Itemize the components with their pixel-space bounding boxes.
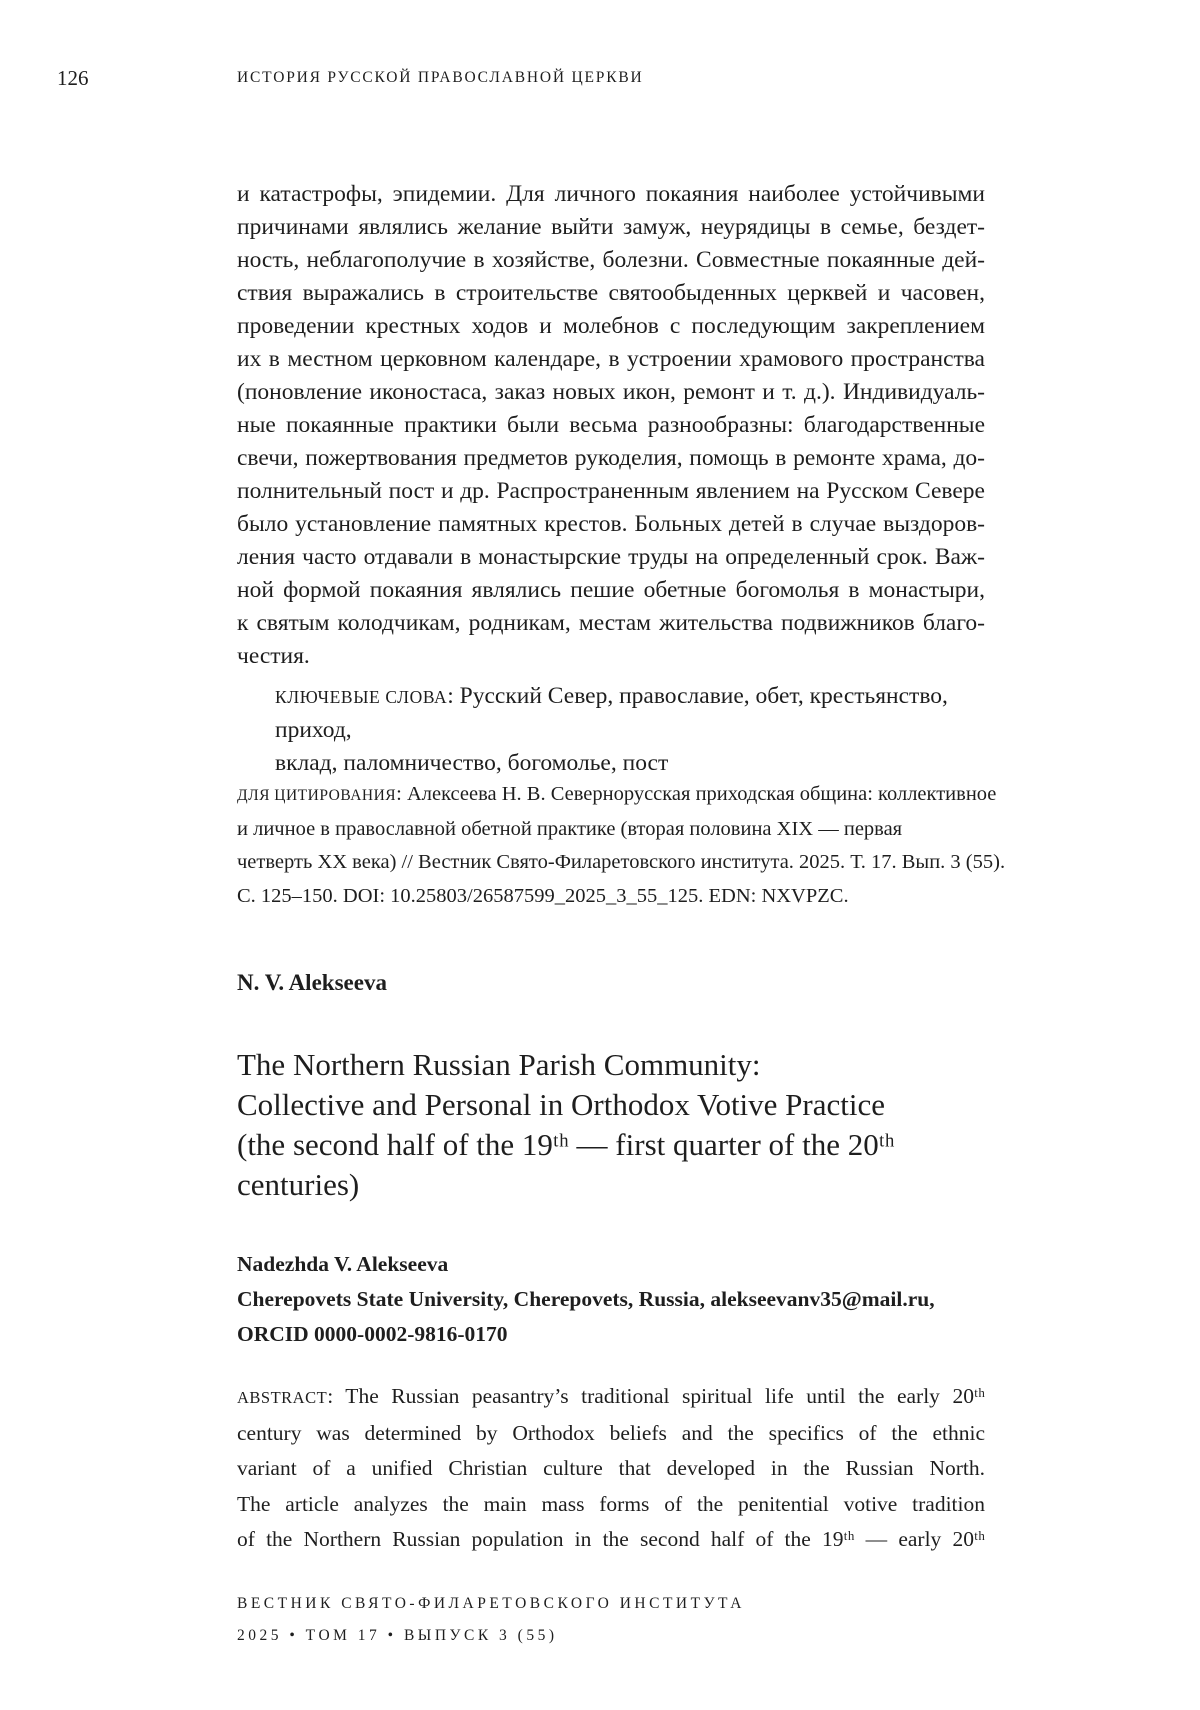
author-info-block (237, 1247, 997, 1352)
text-line: их в местном церковном календаре, в устроении храмового пространства (237, 346, 985, 372)
footer-issue-info: 2025 • ТОМ 17 • ВЫПУСК 3 (55) (237, 1627, 558, 1644)
keywords-line (275, 680, 985, 747)
page-number: 126 (57, 66, 89, 90)
running-head-title: ИСТОРИЯ РУССКОЙ ПРАВОСЛАВНОЙ ЦЕРКВИ (237, 69, 644, 86)
citation-label: ДЛЯ ЦИТИРОВАНИЯ (237, 787, 397, 804)
author-full-name: Nadezhda V. Alekseeva (237, 1252, 449, 1276)
journal-footer (237, 1588, 1137, 1652)
text-line: ные покаянные практики были весьма разнообразны: благодарственные (237, 412, 985, 438)
article-title-en (237, 1045, 997, 1205)
text-line: The Northern Russian Parish Community: (237, 1047, 761, 1082)
text-line: of the Northern Russian population in the second half of the 19ᵗʰ — early 20ᵗʰ (237, 1527, 985, 1551)
text-line: ной формой покаяния являлись пешие обетные богомолья в монастыри, (237, 577, 985, 603)
text-line: проведении крестных ходов и молебнов с последующим закреплением (237, 313, 985, 339)
text-line: свечи, пожертвования предметов рукоделия, помощь в ремонте храма, до- (237, 445, 985, 471)
abstract-text: : The Russian peasantry’s traditional spiritual life until the early 20ᵗʰ (327, 1384, 985, 1408)
citation-lines (237, 813, 1007, 914)
citation-text: : Алексеева Н. В. Севернорусская приходская община: коллективное (396, 783, 997, 805)
text-line: variant of a unified Christian culture that developed in the Russian North. (237, 1456, 985, 1480)
abstract-block (237, 1379, 985, 1558)
abstract-lines (237, 1416, 985, 1558)
author-affiliation: Cherepovets State University, Cherepovets, Russia, alekseevanv35@mail.ru, (237, 1287, 935, 1311)
citation-block (237, 778, 1007, 913)
text-line: ления часто отдавали в монастырские труды на определенный срок. Важ- (237, 544, 985, 570)
abstract-label: ABSTRACT (237, 1388, 328, 1407)
text-line: century was determined by Orthodox beliefs and the specifics of the ethnic (237, 1420, 985, 1445)
text-line: полнительный пост и др. Распространенным явлением на Русском Севере (237, 478, 985, 504)
text-line: The article analyzes the main mass forms of the penitential votive tradition (237, 1491, 985, 1516)
text-line: было установление памятных крестов. Больных детей в случае выздоров- (237, 511, 985, 537)
text-line: и катастрофы, эпидемии. Для личного покаяния наиболее устойчивыми (237, 181, 985, 207)
text-line: С. 125–150. DOI: 10.25803/26587599_2025_3_55_125. EDN: NXVPZC. (237, 884, 849, 907)
text-line: к святым колодчикам, родникам, местам жительства подвижников благо- (237, 610, 985, 636)
text-line: Collective and Personal in Orthodox Votive Practice (237, 1087, 886, 1122)
author-short-name: N. V. Alekseeva (237, 970, 387, 995)
text-line: ствия выражались в строительстве святообыденных церквей и часовен, (237, 280, 985, 306)
footer-journal-title: ВЕСТНИК СВЯТО-ФИЛАРЕТОВСКОГО ИНСТИТУТА (237, 1595, 745, 1612)
text-line: (the second half of the 19ᵗʰ — first quarter of the 20ᵗʰ (237, 1127, 895, 1162)
author-orcid: ORCID 0000-0002-9816-0170 (237, 1322, 508, 1346)
citation-line (237, 778, 1007, 813)
text-line: и личное в православной обетной практике (вторая половина XIX — первая (237, 817, 903, 840)
text-line: centuries) (237, 1167, 360, 1202)
text-line: честия. (237, 643, 310, 669)
text-line: четверть XX века) // Вестник Свято-Филаретовского института. 2025. Т. 17. Вып. 3 (55). (237, 851, 1006, 873)
keywords-label: КЛЮЧЕВЫЕ СЛОВА (275, 687, 448, 707)
text-line: ность, неблагополучие в хозяйстве, болезни. Совместные покаянные дей- (237, 247, 985, 273)
keywords-block (275, 680, 985, 780)
keywords-text: : Русский Север, православие, обет, крестьянство, приход, (275, 683, 948, 743)
text-line: (поновление иконостаса, заказ новых икон, ремонт и т. д.). Индивидуаль- (237, 379, 985, 405)
russian-body-paragraph (237, 178, 985, 673)
keywords-line: вклад, паломничество, богомолье, пост (275, 750, 669, 776)
text-line: причинами являлись желание выйти замуж, неурядицы в семье, бездет- (237, 214, 985, 240)
abstract-line (237, 1379, 985, 1416)
